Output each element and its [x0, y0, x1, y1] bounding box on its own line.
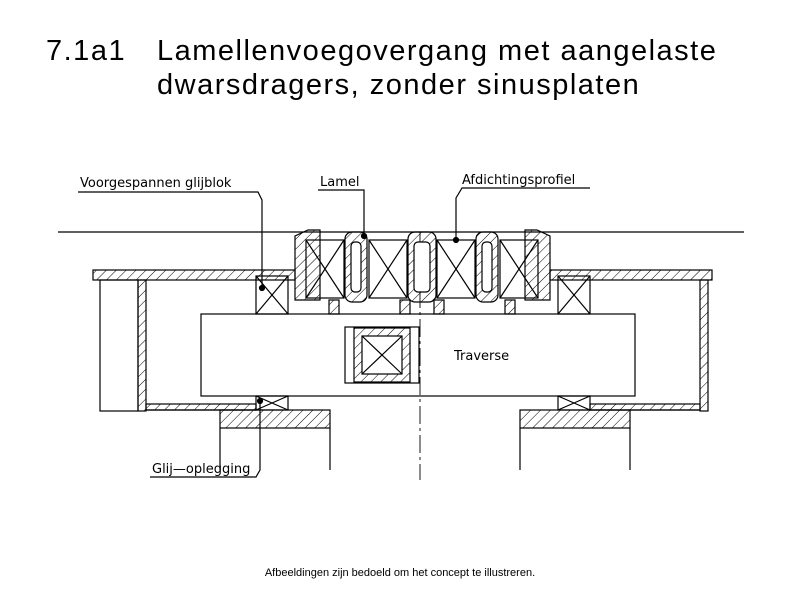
label-glijblok: Voorgespannen glijblok	[80, 176, 232, 191]
glijblok-right-bottom	[558, 396, 590, 410]
slide-title: Lamellenvoegovergang met aangelaste dwarsdragers, zonder sinusplaten	[157, 35, 718, 101]
label-profiel: Afdichtingsprofiel	[462, 173, 576, 188]
right-support	[520, 410, 630, 470]
leader-profiel	[456, 188, 590, 238]
label-oplegging: Glij—oplegging	[152, 462, 251, 477]
footer-note: Afbeeldingen zijn bedoeld om het concept te illustreren.	[264, 567, 536, 579]
right-flange	[550, 270, 712, 411]
slide-number: 7.1a1	[46, 35, 127, 67]
label-lamel: Lamel	[320, 175, 360, 190]
glijblok-right-top	[558, 276, 590, 314]
leader-lamel	[318, 190, 364, 234]
left-support	[220, 410, 330, 470]
traverse-beam	[201, 314, 635, 396]
glijblok-left-top	[256, 276, 288, 314]
lamellae-row	[306, 232, 538, 314]
left-flange	[93, 270, 295, 411]
label-traverse: Traverse	[454, 349, 510, 364]
traverse-box	[345, 327, 419, 383]
